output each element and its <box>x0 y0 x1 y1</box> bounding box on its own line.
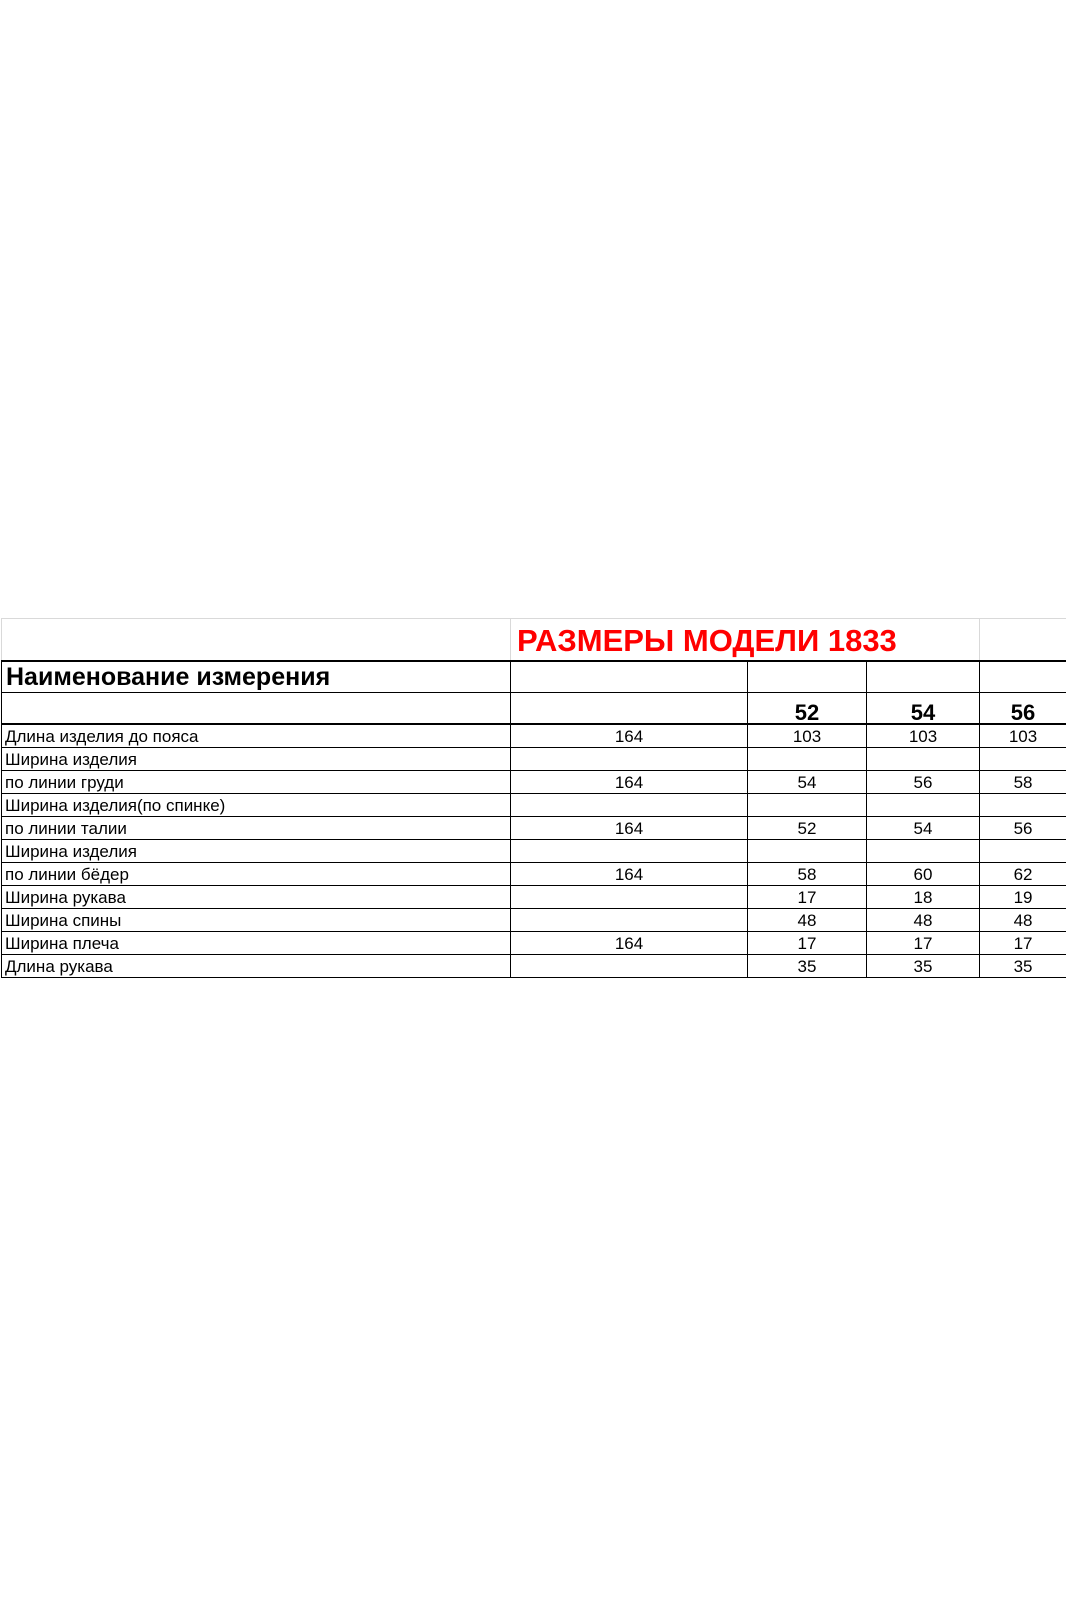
height-value: 164 <box>511 863 748 886</box>
title-row-right-cell <box>980 619 1066 662</box>
table-row <box>2 886 1066 909</box>
size-54-value: 35 <box>867 955 980 978</box>
size-52-value <box>748 748 867 771</box>
table-row <box>2 748 1066 771</box>
height-value: 164 <box>511 724 748 748</box>
size-54-value <box>867 748 980 771</box>
size-56-header: 56 <box>980 693 1066 725</box>
size-56-value: 58 <box>980 771 1066 794</box>
size-54-value: 54 <box>867 817 980 840</box>
measurement-label: Ширина плеча <box>2 932 511 955</box>
table-row <box>2 863 1066 886</box>
title-row <box>2 619 1066 662</box>
height-value: 164 <box>511 932 748 955</box>
size-56-value: 17 <box>980 932 1066 955</box>
measurement-label: Ширина рукава <box>2 886 511 909</box>
size-54-value <box>867 794 980 817</box>
size-row-empty-cell <box>511 693 748 725</box>
height-value: 164 <box>511 817 748 840</box>
title-row-empty-cell <box>2 619 511 662</box>
measurement-name-header: Наименование измерения <box>2 661 511 693</box>
header-empty-cell <box>980 661 1066 693</box>
measurement-label: Ширина изделия <box>2 840 511 863</box>
size-chart-sheet <box>1 618 1066 981</box>
height-value <box>511 748 748 771</box>
table-row <box>2 909 1066 932</box>
size-56-value: 103 <box>980 724 1066 748</box>
size-row <box>2 693 1066 725</box>
size-56-value <box>980 748 1066 771</box>
header-empty-cell <box>748 661 867 693</box>
size-52-value <box>748 794 867 817</box>
size-52-header: 52 <box>748 693 867 725</box>
table-row <box>2 724 1066 748</box>
size-56-value: 56 <box>980 817 1066 840</box>
size-56-value: 62 <box>980 863 1066 886</box>
size-56-value: 19 <box>980 886 1066 909</box>
height-value <box>511 840 748 863</box>
table-row <box>2 817 1066 840</box>
size-52-value: 103 <box>748 724 867 748</box>
measurement-label: Ширина изделия(по спинке) <box>2 794 511 817</box>
size-52-value <box>748 840 867 863</box>
size-row-empty-cell <box>2 693 511 725</box>
table-row <box>2 932 1066 955</box>
size-56-value: 35 <box>980 955 1066 978</box>
table-row <box>2 955 1066 978</box>
model-title: РАЗМЕРЫ МОДЕЛИ 1833 <box>511 619 980 662</box>
size-chart-body <box>2 619 1066 978</box>
table-row <box>2 794 1066 817</box>
size-54-value: 48 <box>867 909 980 932</box>
measurement-label: по линии бёдер <box>2 863 511 886</box>
height-value <box>511 909 748 932</box>
size-56-value <box>980 840 1066 863</box>
size-52-value: 35 <box>748 955 867 978</box>
size-54-value: 103 <box>867 724 980 748</box>
measurement-label: Ширина изделия <box>2 748 511 771</box>
size-54-value: 56 <box>867 771 980 794</box>
size-52-value: 54 <box>748 771 867 794</box>
height-value <box>511 886 748 909</box>
table-row <box>2 840 1066 863</box>
height-value <box>511 794 748 817</box>
measurement-label: Длина изделия до пояса <box>2 724 511 748</box>
size-56-value <box>980 794 1066 817</box>
size-52-value: 17 <box>748 932 867 955</box>
header-empty-cell <box>867 661 980 693</box>
size-52-value: 17 <box>748 886 867 909</box>
measurement-label: по линии груди <box>2 771 511 794</box>
size-52-value: 52 <box>748 817 867 840</box>
size-54-value: 18 <box>867 886 980 909</box>
size-54-value: 17 <box>867 932 980 955</box>
measurement-label: по линии талии <box>2 817 511 840</box>
size-56-value: 48 <box>980 909 1066 932</box>
measurement-label: Ширина спины <box>2 909 511 932</box>
measurement-label: Длина рукава <box>2 955 511 978</box>
size-chart-table <box>1 618 1066 978</box>
size-52-value: 58 <box>748 863 867 886</box>
size-54-value: 60 <box>867 863 980 886</box>
size-54-value <box>867 840 980 863</box>
table-row <box>2 771 1066 794</box>
size-54-header: 54 <box>867 693 980 725</box>
height-value <box>511 955 748 978</box>
height-value: 164 <box>511 771 748 794</box>
size-52-value: 48 <box>748 909 867 932</box>
header-empty-cell <box>511 661 748 693</box>
header-row <box>2 661 1066 693</box>
